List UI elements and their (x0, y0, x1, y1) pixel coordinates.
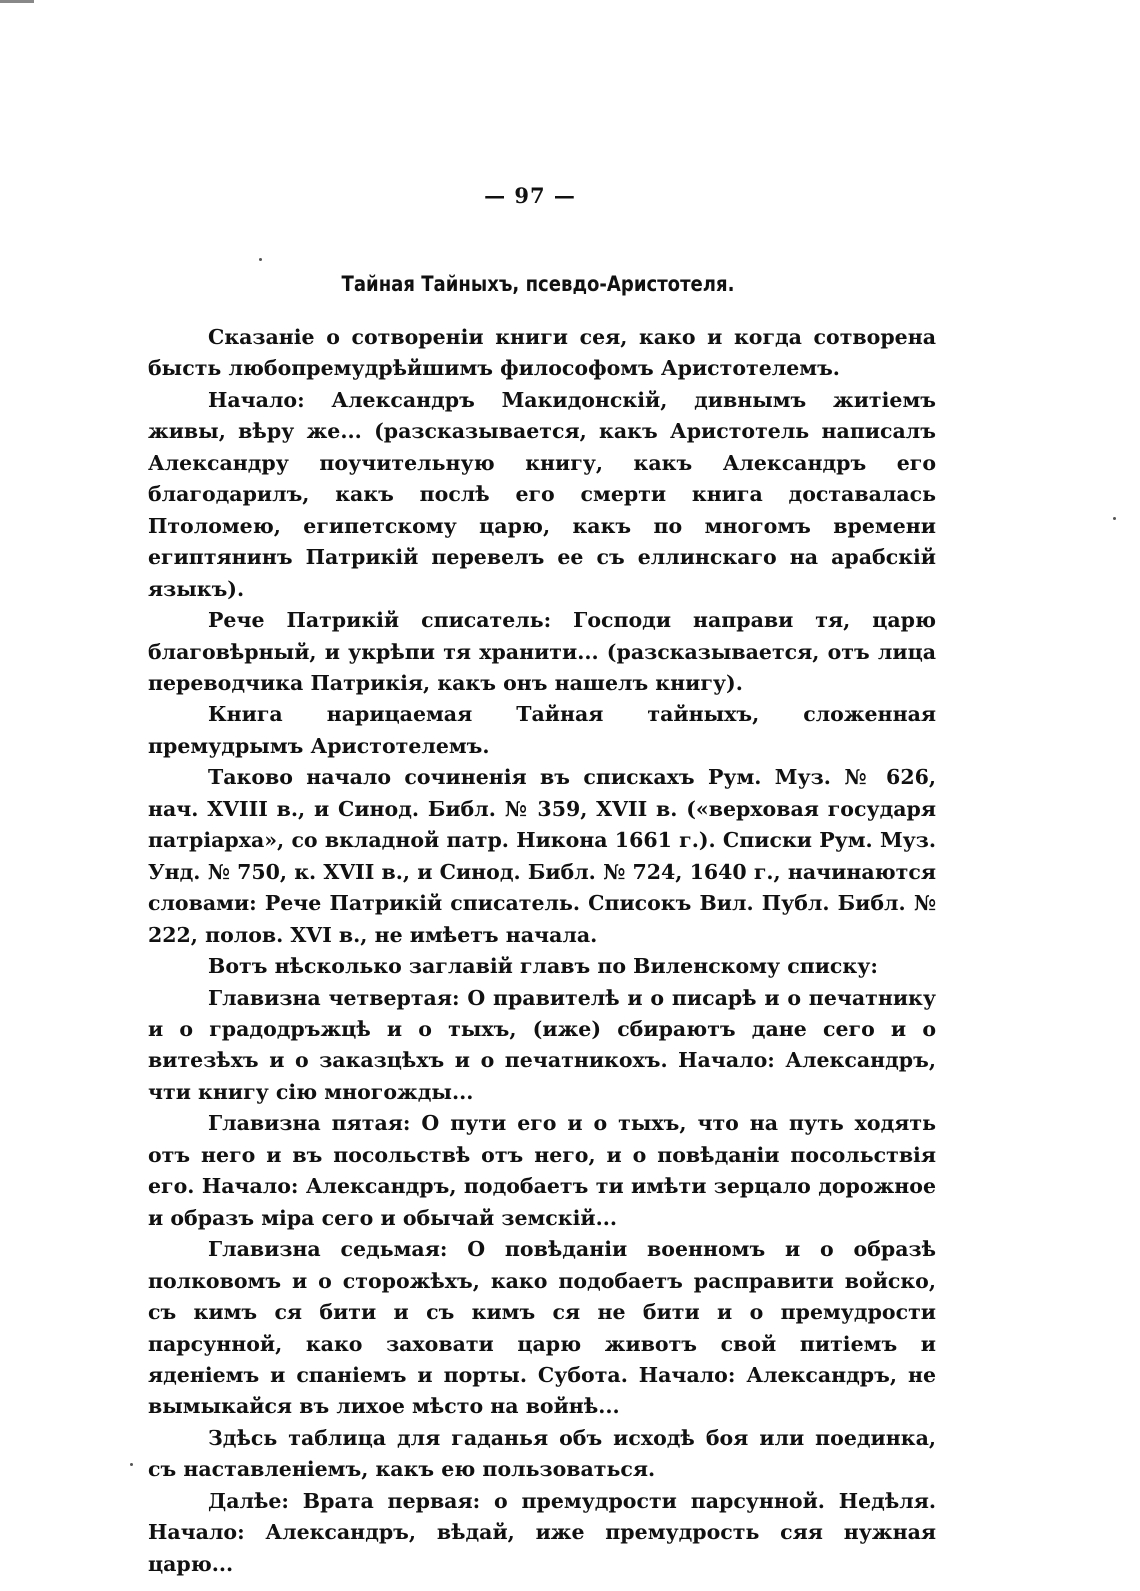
body-text (148, 322, 936, 1580)
paragraph: Главизна пятая: О пути его и о тыхъ, что на путь ходять отъ него и въ посольствѣ отъ него, и о повѣданіи посольствія его. Начало: Александръ, подобаетъ ти имѣти зерцало дорожное и образъ міра сего и обычай земскій... (148, 1111, 936, 1230)
paragraph: Таково начало сочиненія въ спискахъ Рум. Муз. № 626, нач. XVIII в., и Синод. Библ. № 359, XVII в. («верховая государя патріарха», со вкладной патр. Никона 1661 г.). Списки Рум. Муз. Унд. № 750, к. XVII в., и Синод. Библ. № 724, 1640 г., начинаются словами: Рече Патрикій списатель. Списокъ Вил. Публ. Библ. № 222, полов. XVI в., не имѣетъ начала. (148, 765, 936, 947)
paragraph: Главизна седьмая: О повѣданіи военномъ и о образѣ полковомъ и о сторожѣхъ, како подобаетъ расправити войско, съ кимъ ся бити и съ кимъ ся не бити и о премудрости парсунной, како заховати царю животъ свой питіемъ и яденіемъ и спаніемъ и порты. Субота. Начало: Александръ, не вымыкайся въ лихое мѣсто на войнѣ... (148, 1237, 936, 1419)
scan-speck (259, 258, 262, 261)
paragraph: Главизна четвертая: О правителѣ и о писарѣ и о печатнику и о градодръжцѣ и о тыхъ, (иже) сбираютъ дане сего и о витезѣхъ и о заказцѣхъ и о печатникохъ. Начало: Александръ, чти книгу сію многожды... (148, 985, 936, 1104)
chapter-heading: Тайная Тайныхъ, псевдо-Аристотеля. (341, 272, 735, 296)
paragraph: Вотъ нѣсколько заглавій главъ по Виленскому списку: (208, 954, 878, 979)
paragraph: Книга нарицаемая Тайная тайныхъ, сложенная премудрымъ Аристотелемъ. (148, 702, 936, 758)
paragraph: Сказаніе о сотвореніи книги сея, како и когда сотворена бысть любопремудрѣйшимъ философомъ Аристотелемъ. (148, 325, 936, 381)
page-number: — 97 — (484, 183, 576, 208)
paragraph: Рече Патрикій списатель: Господи направи тя, царю благовѣрный, и укрѣпи тя хранити... (разсказывается, отъ лица переводчика Патрикія, какъ онъ нашелъ книгу). (148, 608, 936, 695)
paragraph: Далѣе: Врата первая: о премудрости парсунной. Недѣля. Начало: Александръ, вѣдай, иже премудрость сяя нужная царю... (148, 1488, 936, 1576)
paragraph: Начало: Александръ Макидонскій, дивнымъ житіемъ живы, вѣру же... (разсказывается, какъ Аристотель написалъ Александру поучительную книгу, какъ Александръ его благодарилъ, какъ послѣ его смерти книга доставалась Птоломею, египетскому царю, какъ по многомъ времени египтянинъ Патрикій перевелъ ее съ еллинскаго на арабскій языкъ). (148, 387, 936, 601)
paragraph: Здѣсь таблица для гаданья объ исходѣ боя или поединка, съ наставленіемъ, какъ ею пользоваться. (148, 1425, 936, 1482)
scan-speck (1113, 517, 1116, 520)
scan-edge-mark (0, 0, 34, 3)
scan-speck (130, 1463, 133, 1466)
